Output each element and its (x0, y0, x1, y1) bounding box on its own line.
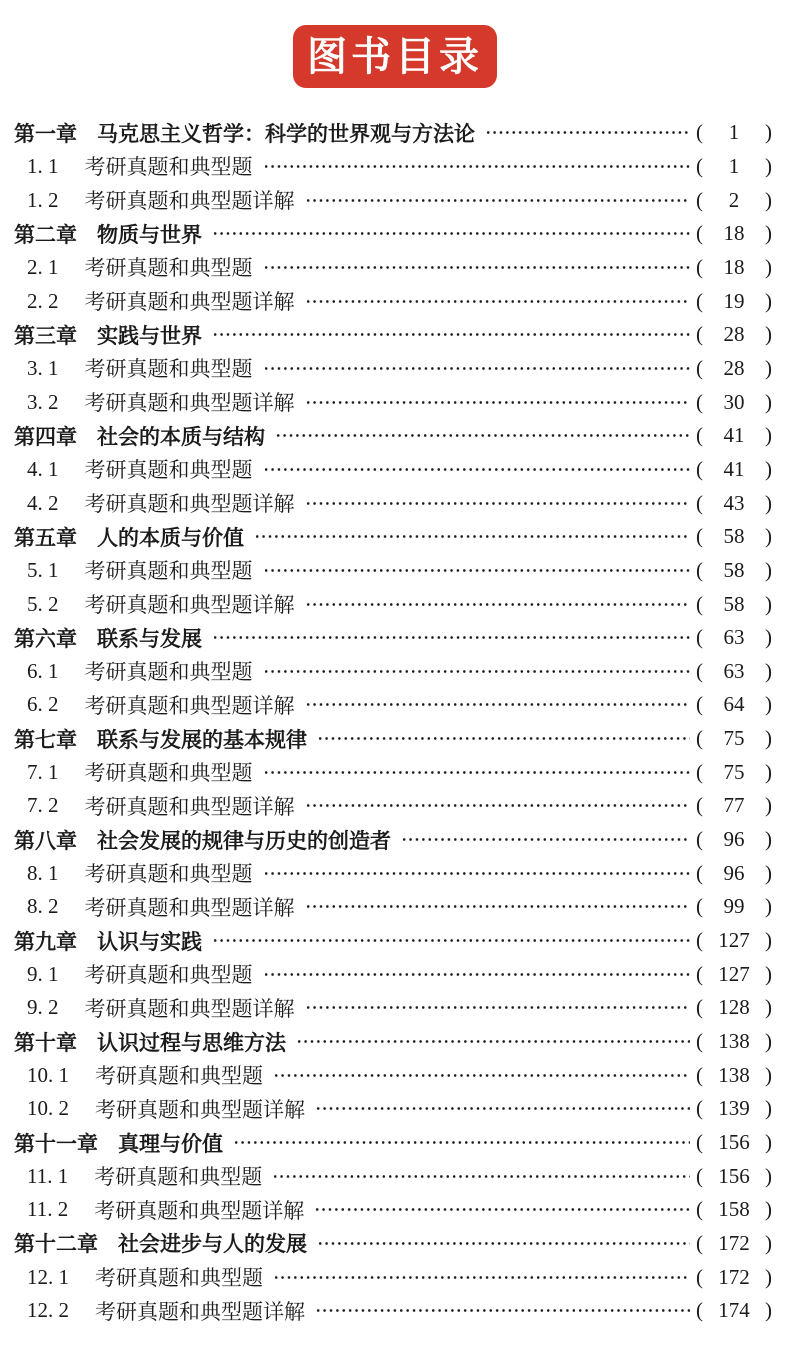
page-number (696, 255, 772, 280)
page-number-value: 2 (728, 187, 740, 212)
toc-chapter-row (0, 1126, 790, 1160)
dot-leader (317, 1233, 690, 1254)
page-number (696, 962, 772, 987)
toc-sub-row (0, 183, 790, 217)
paren-open-icon: ( (696, 456, 703, 481)
paren-close-icon: ) (765, 759, 772, 784)
page-number-value: 28 (723, 322, 745, 347)
toc-sub-row (0, 554, 790, 588)
paren-close-icon: ) (765, 1029, 772, 1054)
page-number (696, 1231, 772, 1256)
page-number (696, 120, 772, 145)
toc-entry-number: 第二章 (14, 223, 77, 247)
toc-chapter-row (0, 520, 790, 554)
page-number (696, 928, 772, 953)
dot-leader (296, 1031, 690, 1052)
page-number-value: 63 (723, 658, 745, 683)
page-number-value: 43 (723, 490, 745, 515)
dot-leader (263, 257, 691, 278)
dot-leader (305, 291, 691, 312)
dot-leader (212, 223, 690, 244)
paren-open-icon: ( (696, 860, 703, 885)
page-number-value: 156 (718, 1163, 750, 1188)
toc-entry-number: 1. 2 (27, 187, 59, 212)
toc-entry-number: 第三章 (14, 324, 77, 348)
toc-entry-number: 11. 2 (27, 1197, 69, 1222)
page-number-value: 41 (723, 423, 745, 448)
toc-sub-row (0, 1193, 790, 1227)
page-number (696, 558, 772, 583)
paren-open-icon: ( (696, 793, 703, 818)
toc-entry-title: 考研真题和典型题详解 (95, 1299, 305, 1324)
toc-sub-row (0, 890, 790, 924)
toc-sub-row (0, 385, 790, 419)
toc-entry-number: 5. 1 (27, 557, 59, 582)
toc-entry-title: 考研真题和典型题 (94, 1165, 263, 1190)
dot-leader (272, 1166, 690, 1187)
paren-close-icon: ) (765, 1163, 772, 1188)
toc-entry-number: 第九章 (14, 930, 77, 954)
paren-open-icon: ( (696, 591, 703, 616)
toc-entry-title: 物质与世界 (97, 223, 202, 247)
page-number-value: 58 (723, 591, 745, 616)
dot-leader (305, 896, 691, 917)
toc-entry-title: 考研真题和典型题详解 (84, 794, 295, 819)
page-number (696, 1298, 772, 1323)
toc-chapter-row (0, 621, 790, 655)
page-number (696, 423, 772, 448)
dot-leader (263, 661, 691, 682)
toc-entry-number: 11. 1 (27, 1163, 69, 1188)
page-number-value: 58 (723, 524, 745, 549)
page-number (696, 793, 772, 818)
toc-entry-number: 4. 2 (27, 490, 59, 515)
page-number (696, 625, 772, 650)
toc-sub-row (0, 1058, 790, 1092)
paren-close-icon: ) (765, 1096, 772, 1121)
toc-entry-number: 9. 2 (27, 995, 59, 1020)
dot-leader (263, 156, 691, 177)
paren-close-icon: ) (765, 591, 772, 616)
dot-leader (233, 1132, 690, 1153)
page-number-value: 28 (723, 355, 745, 380)
toc-entry-title: 考研真题和典型题详解 (84, 391, 295, 416)
toc-entry-title: 社会发展的规律与历史的创造者 (97, 829, 391, 853)
paren-close-icon: ) (765, 456, 772, 481)
dot-leader (305, 392, 691, 413)
paren-close-icon: ) (765, 961, 772, 986)
page-number (696, 221, 772, 246)
toc-entry-number: 4. 1 (27, 456, 59, 481)
paren-close-icon: ) (765, 355, 772, 380)
paren-open-icon: ( (696, 355, 703, 380)
dot-leader (263, 863, 691, 884)
page-number (696, 659, 772, 684)
dot-leader (401, 829, 690, 850)
toc-entry-number: 12. 2 (27, 1298, 69, 1323)
page-number-value: 96 (723, 860, 745, 885)
toc-entry-number: 第六章 (14, 627, 77, 651)
paren-close-icon: ) (765, 288, 772, 313)
toc-entry-number: 3. 2 (27, 389, 59, 414)
paren-close-icon: ) (765, 524, 772, 549)
paren-close-icon: ) (765, 1197, 772, 1222)
page-number (696, 995, 772, 1020)
paren-open-icon: ( (696, 1096, 703, 1121)
toc-entry-number: 第七章 (14, 728, 77, 752)
page-number (696, 524, 772, 549)
page-number (696, 1029, 772, 1054)
toc-entry-title: 考研真题和典型题 (84, 256, 253, 281)
toc-entry-number: 10. 1 (27, 1062, 69, 1087)
paren-open-icon: ( (696, 153, 703, 178)
toc-entry-number: 5. 2 (27, 591, 59, 616)
toc-sub-row (0, 991, 790, 1025)
paren-close-icon: ) (765, 1130, 772, 1155)
page-number (696, 356, 772, 381)
page-number (696, 894, 772, 919)
toc-sub-row (0, 352, 790, 386)
dot-leader (305, 594, 691, 615)
paren-open-icon: ( (696, 658, 703, 683)
page-number-value: 19 (723, 288, 745, 313)
paren-open-icon: ( (696, 1264, 703, 1289)
dot-leader (317, 728, 690, 749)
paren-open-icon: ( (696, 759, 703, 784)
dot-leader (275, 425, 690, 446)
paren-open-icon: ( (696, 1298, 703, 1323)
paren-close-icon: ) (765, 1298, 772, 1323)
page-number-value: 18 (723, 254, 745, 279)
toc-sub-row (0, 688, 790, 722)
paren-close-icon: ) (765, 894, 772, 919)
dot-leader (305, 493, 691, 514)
dot-leader (263, 358, 691, 379)
toc-entry-title: 考研真题和典型题详解 (84, 693, 295, 718)
page-number-value: 156 (718, 1130, 750, 1155)
paren-close-icon: ) (765, 221, 772, 246)
toc-entry-title: 考研真题和典型题 (84, 357, 253, 382)
dot-leader (263, 964, 691, 985)
page-number (696, 1164, 772, 1189)
toc-sub-row (0, 755, 790, 789)
page-number (696, 390, 772, 415)
page-number (696, 692, 772, 717)
toc-entry-title: 考研真题和典型题详解 (84, 189, 295, 214)
paren-open-icon: ( (696, 1230, 703, 1255)
paren-close-icon: ) (765, 490, 772, 515)
toc-entry-number: 6. 1 (27, 658, 59, 683)
paren-open-icon: ( (696, 1062, 703, 1087)
toc-sub-row (0, 655, 790, 689)
page-number-value: 75 (723, 759, 745, 784)
page-number (696, 1096, 772, 1121)
paren-close-icon: ) (765, 793, 772, 818)
paren-close-icon: ) (765, 658, 772, 683)
page-number-value: 75 (723, 726, 745, 751)
paren-open-icon: ( (696, 995, 703, 1020)
toc-sub-row (0, 1260, 790, 1294)
page-number-value: 1 (728, 153, 740, 178)
toc-chapter-row (0, 116, 790, 150)
page-number (696, 1197, 772, 1222)
page-number-value: 127 (718, 928, 750, 953)
paren-open-icon: ( (696, 524, 703, 549)
toc-entry-title: 考研真题和典型题 (84, 660, 253, 685)
toc-entry-title: 考研真题和典型题 (84, 458, 253, 483)
page-number (696, 827, 772, 852)
toc-entry-title: 社会的本质与结构 (97, 425, 265, 449)
toc-entry-number: 7. 2 (27, 793, 59, 818)
toc-sub-row (0, 1294, 790, 1328)
paren-open-icon: ( (696, 692, 703, 717)
toc-entry-title: 考研真题和典型题详解 (84, 290, 295, 315)
dot-leader (305, 190, 691, 211)
page-number-value: 172 (718, 1230, 750, 1255)
dot-leader (273, 1065, 690, 1086)
toc-entry-number: 第五章 (14, 526, 77, 550)
paren-close-icon: ) (765, 322, 772, 347)
paren-open-icon: ( (696, 726, 703, 751)
page-number (696, 592, 772, 617)
toc-entry-title: 考研真题和典型题 (84, 862, 253, 887)
page-number-value: 99 (723, 894, 745, 919)
page-number (696, 322, 772, 347)
toc-banner (293, 25, 497, 88)
paren-open-icon: ( (696, 625, 703, 650)
toc-sub-row (0, 150, 790, 184)
paren-open-icon: ( (696, 1130, 703, 1155)
page-number-value: 30 (723, 389, 745, 414)
dot-leader (273, 1267, 690, 1288)
paren-close-icon: ) (765, 692, 772, 717)
page-number (696, 1265, 772, 1290)
paren-open-icon: ( (696, 221, 703, 246)
toc-sub-row (0, 284, 790, 318)
toc-entry-title: 考研真题和典型题 (84, 559, 253, 584)
paren-open-icon: ( (696, 490, 703, 515)
dot-leader (314, 1199, 690, 1220)
toc-entry-title: 认识与实践 (97, 930, 202, 954)
toc-chapter-row (0, 924, 790, 958)
page-number-value: 63 (723, 625, 745, 650)
toc-chapter-row (0, 722, 790, 756)
dot-leader (212, 324, 690, 345)
toc-entry-number: 第十二章 (14, 1233, 98, 1257)
toc-sub-row (0, 453, 790, 487)
toc-entry-title: 认识过程与思维方法 (97, 1031, 286, 1055)
page-number-value: 138 (718, 1062, 750, 1087)
toc-entry-title: 考研真题和典型题 (95, 1266, 263, 1291)
paren-open-icon: ( (696, 1197, 703, 1222)
page-number (696, 1063, 772, 1088)
paren-close-icon: ) (765, 187, 772, 212)
toc-list (0, 116, 790, 1328)
page-number-value: 127 (718, 961, 750, 986)
dot-leader (254, 526, 690, 547)
page-number (696, 726, 772, 751)
paren-close-icon: ) (765, 153, 772, 178)
toc-entry-title: 考研真题和典型题详解 (84, 593, 295, 618)
paren-open-icon: ( (696, 187, 703, 212)
paren-close-icon: ) (765, 1230, 772, 1255)
paren-close-icon: ) (765, 389, 772, 414)
page-number (696, 154, 772, 179)
toc-entry-number: 8. 1 (27, 860, 59, 885)
paren-close-icon: ) (765, 625, 772, 650)
page-number (696, 861, 772, 886)
toc-banner-title: 图书目录 (307, 34, 483, 79)
toc-entry-title: 社会进步与人的发展 (118, 1233, 307, 1257)
toc-sub-row (0, 1092, 790, 1126)
toc-entry-title: 考研真题和典型题 (84, 963, 253, 988)
dot-leader (263, 762, 691, 783)
dot-leader (315, 1098, 690, 1119)
paren-close-icon: ) (765, 1264, 772, 1289)
paren-close-icon: ) (765, 726, 772, 751)
toc-entry-number: 3. 1 (27, 355, 59, 380)
toc-entry-title: 马克思主义哲学：科学的世界观与方法论 (97, 122, 475, 146)
paren-open-icon: ( (696, 254, 703, 279)
toc-sub-row (0, 856, 790, 890)
page-number (696, 188, 772, 213)
toc-entry-number: 第八章 (14, 829, 77, 853)
toc-entry-number: 第一章 (14, 122, 77, 146)
toc-sub-row (0, 789, 790, 823)
toc-entry-number: 2. 1 (27, 254, 59, 279)
toc-entry-title: 考研真题和典型题 (84, 155, 253, 180)
page-number-value: 139 (718, 1096, 750, 1121)
toc-sub-row (0, 251, 790, 285)
dot-leader (263, 459, 691, 480)
paren-open-icon: ( (696, 288, 703, 313)
dot-leader (485, 122, 690, 143)
toc-sub-row (0, 957, 790, 991)
toc-entry-number: 6. 2 (27, 692, 59, 717)
paren-open-icon: ( (696, 961, 703, 986)
paren-open-icon: ( (696, 423, 703, 448)
paren-close-icon: ) (765, 1062, 772, 1087)
paren-open-icon: ( (696, 389, 703, 414)
paren-open-icon: ( (696, 557, 703, 582)
dot-leader (212, 627, 690, 648)
dot-leader (263, 560, 691, 581)
dot-leader (212, 930, 690, 951)
page-number (696, 491, 772, 516)
page-number (696, 457, 772, 482)
toc-chapter-row (0, 217, 790, 251)
page-number-value: 58 (723, 557, 745, 582)
toc-entry-number: 1. 1 (27, 153, 59, 178)
toc-entry-number: 第四章 (14, 425, 77, 449)
paren-open-icon: ( (696, 928, 703, 953)
dot-leader (305, 694, 691, 715)
paren-close-icon: ) (765, 557, 772, 582)
page-number-value: 96 (723, 827, 745, 852)
page-number-value: 1 (728, 120, 740, 145)
toc-entry-title: 考研真题和典型题详解 (84, 996, 295, 1021)
toc-sub-row (0, 486, 790, 520)
paren-open-icon: ( (696, 1163, 703, 1188)
page-number (696, 760, 772, 785)
toc-entry-title: 人的本质与价值 (97, 526, 244, 550)
dot-leader (305, 795, 691, 816)
paren-close-icon: ) (765, 995, 772, 1020)
toc-entry-number: 8. 2 (27, 894, 59, 919)
paren-close-icon: ) (765, 423, 772, 448)
paren-close-icon: ) (765, 120, 772, 145)
toc-entry-number: 2. 2 (27, 288, 59, 313)
toc-entry-title: 联系与发展的基本规律 (97, 728, 307, 752)
page-number-value: 41 (723, 456, 745, 481)
page-number-value: 77 (723, 793, 745, 818)
paren-open-icon: ( (696, 322, 703, 347)
toc-entry-number: 10. 2 (27, 1096, 69, 1121)
toc-entry-title: 考研真题和典型题详解 (84, 492, 295, 517)
toc-chapter-row (0, 318, 790, 352)
dot-leader (305, 997, 691, 1018)
page-number-value: 174 (718, 1298, 750, 1323)
dot-leader (315, 1300, 690, 1321)
toc-chapter-row (0, 1227, 790, 1261)
page-number-value: 172 (718, 1264, 750, 1289)
toc-entry-title: 考研真题和典型题 (84, 761, 253, 786)
toc-entry-title: 考研真题和典型题详解 (84, 895, 295, 920)
toc-entry-number: 第十章 (14, 1031, 77, 1055)
paren-close-icon: ) (765, 254, 772, 279)
toc-chapter-row (0, 1025, 790, 1059)
page-number-value: 64 (723, 692, 745, 717)
toc-entry-title: 实践与世界 (97, 324, 202, 348)
page-number-value: 138 (718, 1029, 750, 1054)
toc-entry-number: 7. 1 (27, 759, 59, 784)
page-number (696, 289, 772, 314)
page-number-value: 128 (718, 995, 750, 1020)
toc-entry-number: 第十一章 (14, 1132, 98, 1156)
book-toc-page (0, 25, 790, 1368)
page-number-value: 18 (723, 221, 745, 246)
toc-entry-title: 考研真题和典型题详解 (94, 1198, 305, 1223)
toc-sub-row (0, 1159, 790, 1193)
toc-chapter-row (0, 419, 790, 453)
paren-open-icon: ( (696, 120, 703, 145)
toc-entry-title: 真理与价值 (118, 1132, 223, 1156)
toc-sub-row (0, 587, 790, 621)
toc-entry-title: 考研真题和典型题 (95, 1064, 263, 1089)
paren-open-icon: ( (696, 827, 703, 852)
paren-close-icon: ) (765, 860, 772, 885)
toc-chapter-row (0, 823, 790, 857)
paren-close-icon: ) (765, 827, 772, 852)
paren-open-icon: ( (696, 1029, 703, 1054)
toc-entry-title: 考研真题和典型题详解 (95, 1097, 305, 1122)
paren-close-icon: ) (765, 928, 772, 953)
page-number-value: 158 (718, 1197, 750, 1222)
paren-open-icon: ( (696, 894, 703, 919)
toc-entry-title: 联系与发展 (97, 627, 202, 651)
page-number (696, 1130, 772, 1155)
toc-entry-number: 12. 1 (27, 1264, 69, 1289)
toc-entry-number: 9. 1 (27, 961, 59, 986)
